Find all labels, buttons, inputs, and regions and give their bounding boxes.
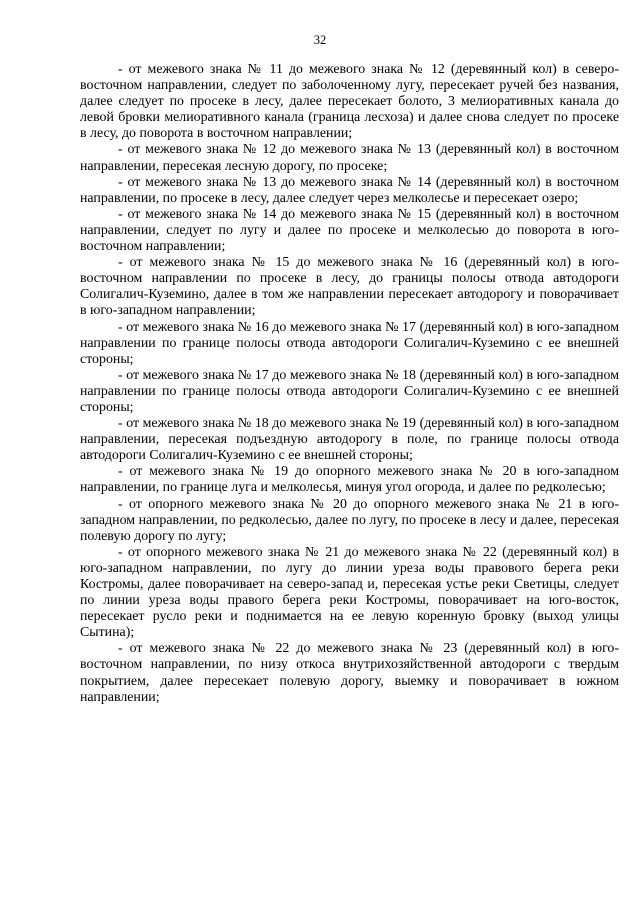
page-body (80, 62, 619, 706)
boundary-paragraph: - от опорного межевого знака № 21 до межевого знака № 22 (деревянный кол) в юго-западном направлении, по лугу до линии уреза воды правового берега реки Костромы, далее поворачивает на северо-запад и, пересекая устье реки Светицы, следует по линии уреза воды правого берега реки Костромы, поворачивает на юго-восток, пересекает русло реки и поднимается на ее левую коренную бровку (выход улицы Сытина); (80, 544, 619, 641)
boundary-paragraph: - от межевого знака № 14 до межевого знака № 15 (деревянный кол) в восточном направлении, следует по лугу и далее по просеке и мелколесью до поворота в юго-восточном направлении; (80, 206, 619, 255)
boundary-paragraph: - от межевого знака № 15 до межевого знака № 16 (деревянный кол) в юго-восточном направлении по просеке в лесу, до границы полосы отвода автодороги Солигалич-Куземино, далее в том же направлении пересекает автодорогу и поворачивает в юго-западном направлении; (80, 255, 619, 319)
boundary-paragraph: - от межевого знака № 19 до опорного межевого знака № 20 в юго-западном направлении, по границе луга и мелколесья, минуя угол огорода, и далее по редколесью; (80, 464, 619, 496)
boundary-paragraph: - от межевого знака № 17 до межевого знака № 18 (деревянный кол) в юго-западном направлении по границе полосы отвода автодороги Солигалич-Куземино с ее внешней стороны; (80, 367, 619, 415)
boundary-paragraph: - от опорного межевого знака № 20 до опорного межевого знака № 21 в юго-западном направлении, по редколесью, далее по лугу, по просеке в лесу и далее, пересекая полевую дорогу по лугу; (80, 496, 619, 544)
boundary-paragraph: - от межевого знака № 16 до межевого знака № 17 (деревянный кол) в юго-западном направлении по границе полосы отвода автодороги Солигалич-Куземино с ее внешней стороны; (80, 319, 619, 367)
boundary-paragraph: - от межевого знака № 12 до межевого знака № 13 (деревянный кол) в восточном направлении, пересекая лесную дорогу, по просеке; (80, 142, 619, 174)
boundary-paragraph: - от межевого знака № 13 до межевого знака № 14 (деревянный кол) в восточном направлении, по просеке в лесу, далее следует через мелколесье и пересекает озеро; (80, 174, 619, 206)
page-number: 32 (313, 33, 327, 47)
boundary-paragraph: - от межевого знака № 18 до межевого знака № 19 (деревянный кол) в юго-западном направлении, пересекая подъездную автодорогу в поле, по границе полосы отвода автодороги Солигалич-Куземино с ее внешней стороны; (80, 416, 619, 464)
boundary-paragraph: - от межевого знака № 22 до межевого знака № 23 (деревянный кол) в юго-восточном направлении, по низу откоса внутрихозяйственной автодороги с твердым покрытием, далее пересекает полевую дорогу, выемку и поворачивает в южном направлении; (80, 641, 619, 705)
boundary-paragraph: - от межевого знака № 11 до межевого знака № 12 (деревянный кол) в северо-восточном направлении, следует по заболоченному лугу, пересекает ручей без названия, далее следует по просеке в лесу, далее пересекает болото, 3 мелиоративных канала до левой бровки мелиоративного канала (граница лесхоза) и далее снова следует по просеке в лесу, до поворота в восточном направлении; (80, 62, 619, 142)
